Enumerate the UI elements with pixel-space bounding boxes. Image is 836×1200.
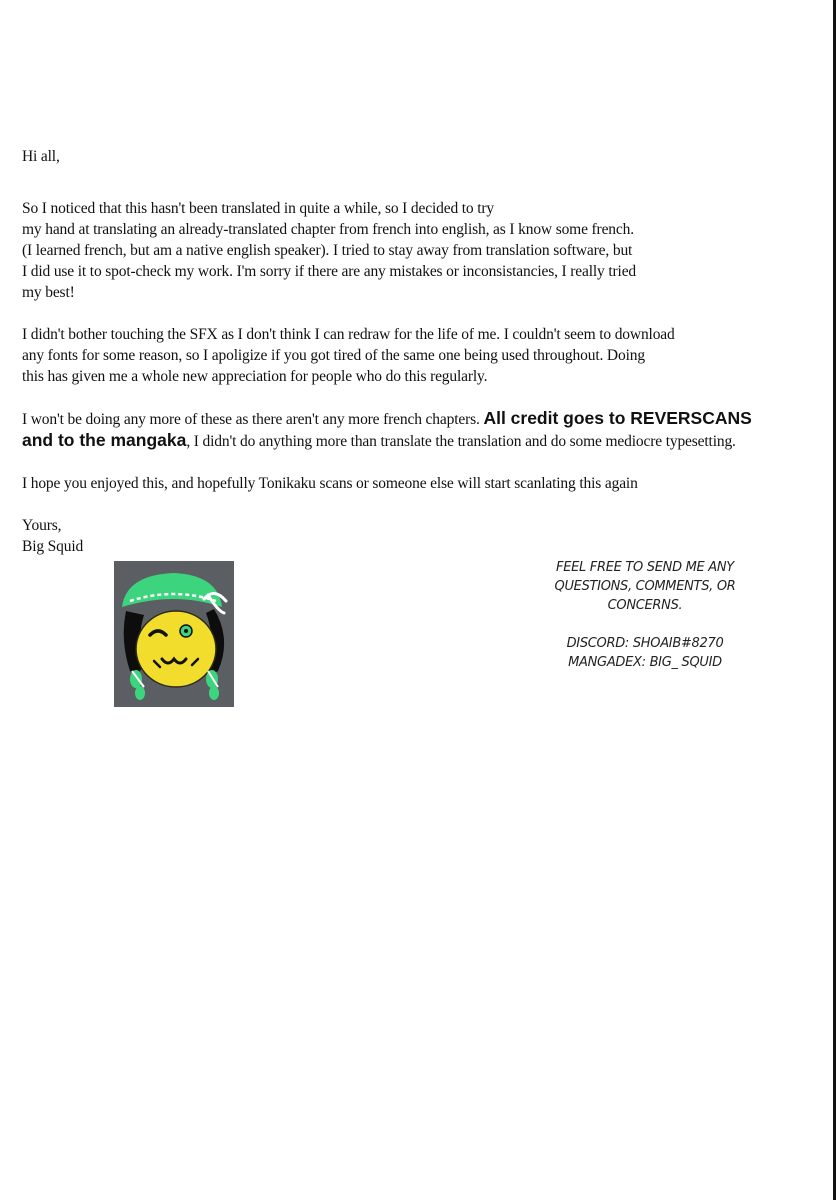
text-line: my hand at translating an already-translated chapter from french into english, as I know some french.: [22, 221, 634, 238]
paragraph-hope: I hope you enjoyed this, and hopefully Tonikaku scans or someone else will start scanlating this again: [22, 475, 638, 492]
contact-line: FEEL FREE TO SEND ME ANY: [556, 560, 734, 575]
closing: Yours,: [22, 517, 62, 534]
text-line: I didn't bother touching the SFX as I don't think I can redraw for the life of me. I couldn't seem to download: [22, 326, 675, 343]
text-line: [22, 430, 822, 452]
avatar-drawing-icon: [114, 561, 234, 707]
credit-highlight: and to the mangaka: [22, 430, 187, 450]
text-line: So I noticed that this hasn't been translated in quite a while, so I decided to try: [22, 200, 495, 217]
text-line: (I learned french, but am a native english speaker). I tried to stay away from translation software, but: [22, 242, 633, 259]
paragraph-credits: [22, 408, 822, 452]
discord-handle: DISCORD: SHOAIB#8270: [566, 636, 724, 651]
credit-highlight: All credit goes to REVERSCANS: [483, 408, 752, 428]
text-line: [22, 408, 822, 430]
letter-body: [22, 146, 822, 557]
credits-text: , I didn't do anything more than translate the translation and do some mediocre typesetting.: [186, 433, 736, 450]
contact-line: CONCERNS.: [607, 598, 683, 613]
text-line: any fonts for some reason, so I apoligize if you got tired of the same one being used throughout. Doing: [22, 347, 645, 364]
text-line: this has given me a whole new appreciation for people who do this regularly.: [22, 368, 488, 385]
text-line: I did use it to spot-check my work. I'm sorry if there are any mistakes or inconsistancies, I really tried: [22, 263, 637, 280]
mangadex-handle: MANGADEX: BIG_ SQUID: [568, 655, 722, 670]
text-line: my best!: [22, 284, 75, 301]
avatar: [114, 561, 234, 707]
paragraph-sfx-fonts: [22, 324, 822, 387]
signature: Big Squid: [22, 538, 84, 555]
paragraph-translation-intro: [22, 198, 822, 303]
greeting: Hi all,: [22, 148, 60, 165]
contact-line: QUESTIONS, COMMENTS, OR: [554, 579, 736, 594]
contact-info: [520, 558, 770, 672]
credits-text: I won't be doing any more of these as there aren't any more french chapters.: [22, 411, 484, 428]
